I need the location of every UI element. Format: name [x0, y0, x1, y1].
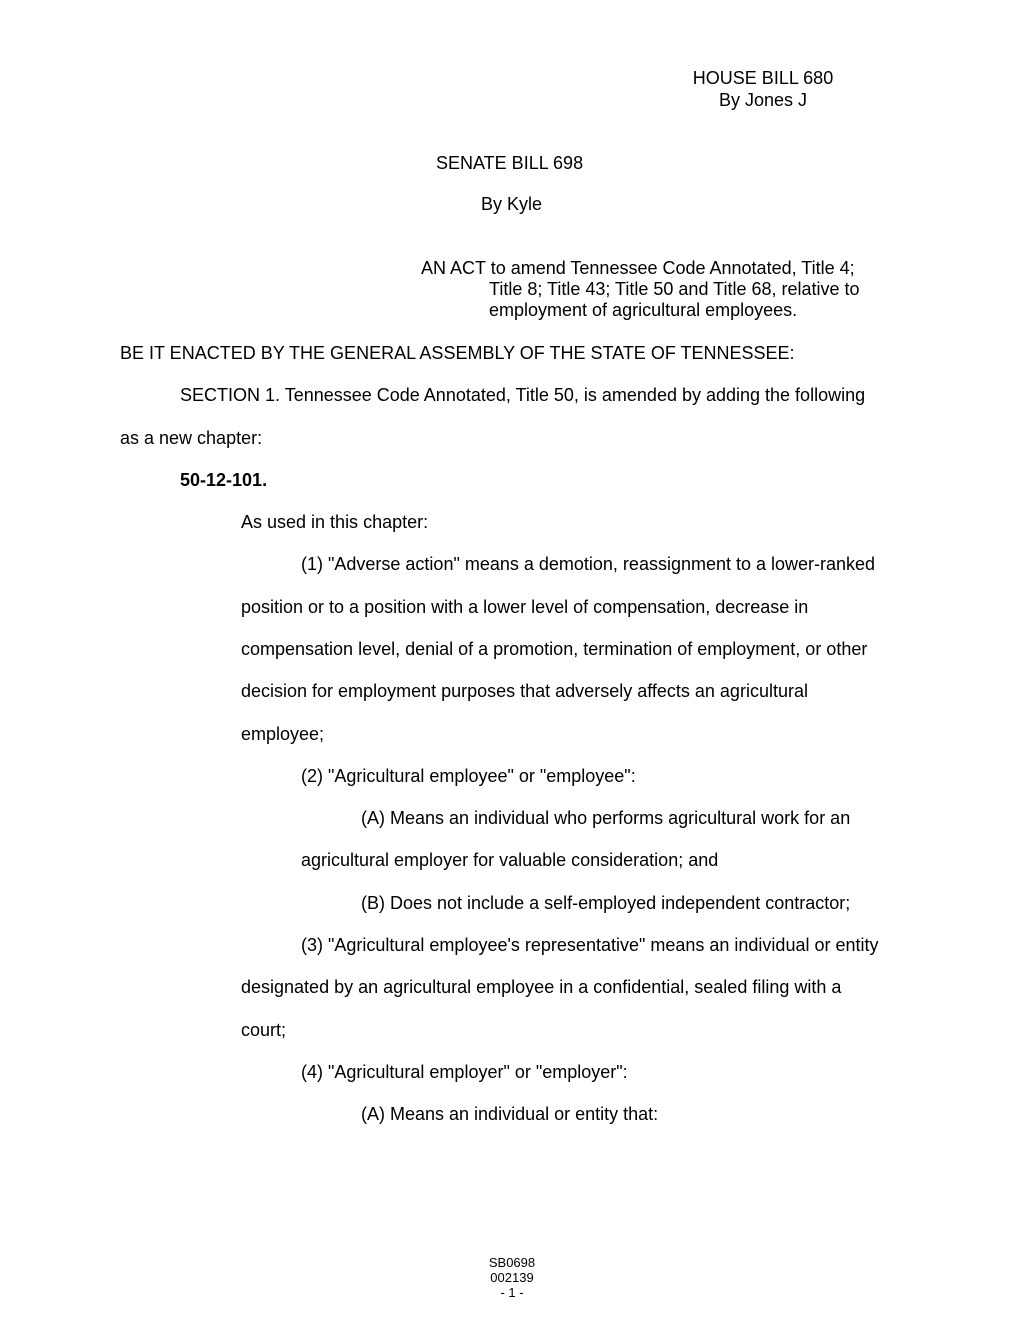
- def1-line-2: position or to a position with a lower level of compensation, decrease in: [241, 597, 809, 617]
- house-bill-header: [690, 67, 836, 111]
- code-section-number: 50-12-101.: [180, 470, 268, 490]
- def3-line-1: (3) "Agricultural employee's representative" means an individual or entity: [301, 935, 879, 955]
- def3-line-2: designated by an agricultural employee in a confidential, sealed filing with a: [241, 977, 842, 997]
- house-bill-number: HOUSE BILL 680: [692, 68, 834, 88]
- def4-heading: (4) "Agricultural employer" or "employer":: [301, 1062, 628, 1082]
- def2a-line-1: (A) Means an individual who performs agricultural work for an: [361, 808, 851, 828]
- def1-line-1: (1) "Adverse action" means a demotion, reassignment to a lower-ranked: [301, 554, 876, 574]
- def1-line-3: compensation level, denial of a promotion, termination of employment, or other: [241, 639, 868, 659]
- caption-line-1: AN ACT to amend Tennessee Code Annotated, Title 4;: [421, 258, 855, 278]
- section-1-line-1: SECTION 1. Tennessee Code Annotated, Title 50, is amended by adding the following: [180, 385, 866, 405]
- def1-line-5: employee;: [241, 724, 325, 744]
- def1-line-4: decision for employment purposes that adversely affects an agricultural: [241, 681, 808, 701]
- section-1-line-2: as a new chapter:: [120, 428, 263, 448]
- act-caption: [421, 258, 860, 321]
- def4a-line: (A) Means an individual or entity that:: [361, 1104, 659, 1124]
- def2a-line-2: agricultural employer for valuable consideration; and: [301, 850, 719, 870]
- footer-bill-code: SB0698: [488, 1255, 536, 1270]
- senate-bill-number: SENATE BILL 698: [436, 153, 584, 173]
- house-bill-sponsor: By Jones J: [718, 90, 808, 110]
- def3-line-3: court;: [241, 1020, 287, 1040]
- definitions-intro: As used in this chapter:: [241, 512, 429, 532]
- page-footer: [440, 1255, 584, 1300]
- senate-bill-sponsor: By Kyle: [481, 194, 543, 214]
- caption-line-3: employment of agricultural employees.: [489, 300, 798, 320]
- caption-line-2: Title 8; Title 43; Title 50 and Title 68, relative to: [489, 279, 860, 299]
- enacting-clause: BE IT ENACTED BY THE GENERAL ASSEMBLY OF THE STATE OF TENNESSEE:: [120, 343, 795, 363]
- footer-page-number: - 1 -: [500, 1285, 524, 1300]
- footer-draft-number: 002139: [490, 1270, 534, 1285]
- def2-heading: (2) "Agricultural employee" or "employee":: [301, 766, 636, 786]
- def2b-line: (B) Does not include a self-employed independent contractor;: [361, 893, 851, 913]
